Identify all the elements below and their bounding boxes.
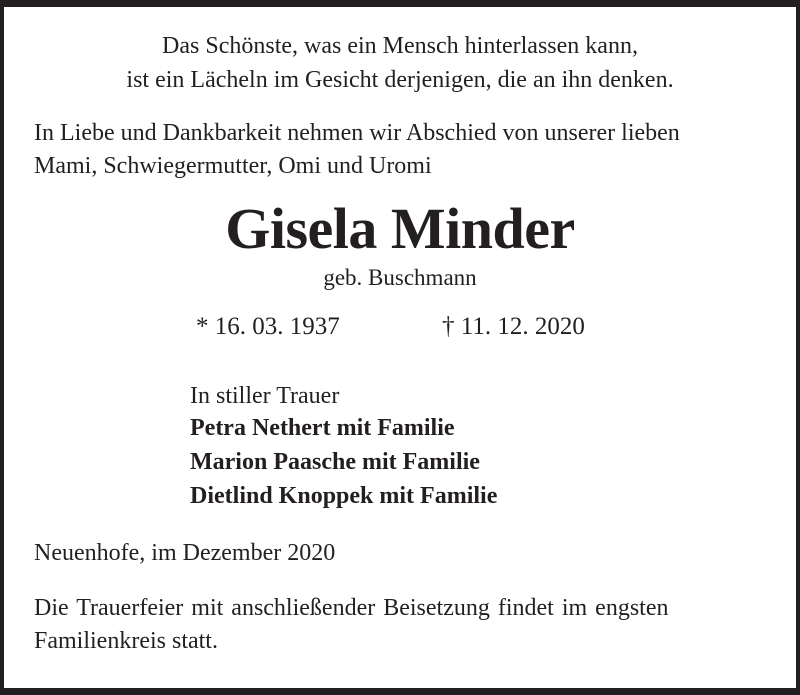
mourner-name: Dietlind Knoppek mit Familie: [190, 483, 498, 509]
deceased-name: Gisela Minder: [225, 196, 575, 261]
mourner-name: Petra Nethert mit Familie: [190, 415, 455, 441]
quote-line-2: ist ein Lächeln im Gesicht derjenigen, die an ihn denken.: [126, 67, 674, 93]
birth-name: geb. Buschmann: [323, 265, 477, 290]
death-date: † 11. 12. 2020: [442, 313, 585, 340]
intro-line-2: Mami, Schwiegermutter, Omi und Uromi: [34, 153, 432, 179]
funeral-note-line-2: Familienkreis statt.: [34, 628, 218, 654]
place-date: Neuenhofe, im Dezember 2020: [34, 540, 336, 566]
intro-line-1: In Liebe und Dankbarkeit nehmen wir Abschied von unserer lieben: [34, 120, 680, 146]
birth-date: * 16. 03. 1937: [196, 313, 340, 340]
quote-line-1: Das Schönste, was ein Mensch hinterlassen kann,: [162, 33, 638, 59]
mourner-name: Marion Paasche mit Familie: [190, 449, 480, 475]
funeral-note-line-1: Die Trauerfeier mit anschließender Beisetzung findet im engsten: [34, 595, 669, 621]
mourners-heading: In stiller Trauer: [190, 383, 340, 409]
